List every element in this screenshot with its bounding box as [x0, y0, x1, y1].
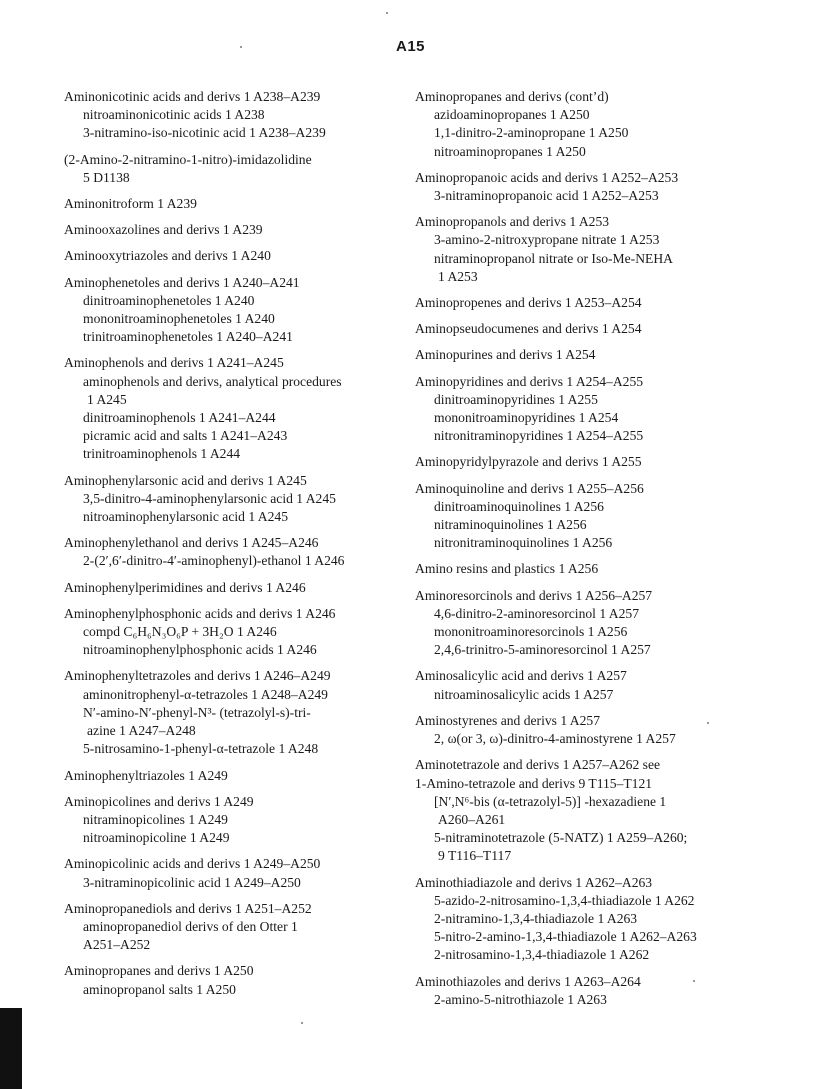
entry-heading: (2-Amino-2-nitramino-1-nitro)-imidazolidine	[64, 151, 312, 167]
entry-heading: Aminooxytriazoles and derivs 1 A240	[64, 248, 271, 264]
entry-subitem: A260–A261	[438, 811, 506, 827]
entry-heading: Aminopropanols and derivs 1 A253	[415, 214, 610, 230]
entry-heading: Aminopropanes and derivs (cont’d)	[415, 89, 609, 104]
entry-subitem: nitraminopropanol nitrate or Iso-Me-NEHA	[434, 250, 673, 266]
entry-heading: Aminophenyltriazoles 1 A249	[64, 767, 228, 783]
entry-subitem: [N′,N⁶-bis (α-tetrazolyl-5)] -hexazadiene 1	[434, 793, 667, 809]
index-entry	[64, 88, 439, 143]
entry-subitem: compd C₆H₆N₃O₆P + 3H₂O 1 A246	[83, 624, 277, 640]
index-entry	[415, 480, 805, 553]
index-entry	[415, 667, 805, 703]
entry-heading: Amino resins and plastics 1 A256	[415, 561, 599, 577]
entry-heading: Aminoresorcinols and derivs 1 A256–A257	[415, 587, 653, 603]
entry-subitem: nitronitraminopyridines 1 A254–A255	[434, 428, 644, 444]
entry-heading: Aminophenetoles and derivs 1 A240–A241	[64, 274, 300, 290]
entry-subitem: azidoaminopropanes 1 A250	[434, 107, 590, 123]
index-entry	[415, 756, 805, 865]
entry-subitem: 5-nitrosamino-1-phenyl-α-tetrazole 1 A248	[83, 741, 319, 757]
index-entry	[64, 151, 439, 187]
index-entry	[64, 855, 439, 891]
entry-subitem: trinitroaminophenols 1 A244	[83, 446, 241, 462]
entry-subitem: mononitroaminoresorcinols 1 A256	[434, 624, 628, 640]
entry-subitem: nitroaminopropanes 1 A250	[434, 143, 586, 159]
entry-heading: Aminothiazoles and derivs 1 A263–A264	[415, 973, 641, 989]
index-entry	[415, 712, 805, 748]
entry-subitem: 9 T116–T117	[438, 848, 512, 864]
entry-heading: 1-Amino-tetrazole and derivs 9 T115–T121	[415, 775, 653, 791]
entry-subitem: aminophenols and derivs, analytical procedures	[83, 373, 342, 389]
scan-speck	[693, 980, 695, 982]
entry-subitem: nitronitraminoquinolines 1 A256	[434, 535, 613, 551]
index-entry	[64, 767, 439, 785]
entry-subitem: 2,4,6-trinitro-5-aminoresorcinol 1 A257	[434, 642, 651, 658]
index-entry	[64, 793, 439, 848]
index-column-right	[415, 88, 805, 1017]
index-entry	[64, 274, 439, 347]
index-entry	[64, 534, 439, 570]
entry-heading: Aminopropenes and derivs 1 A253–A254	[415, 295, 642, 311]
entry-subitem: nitroaminonicotinic acids 1 A238	[83, 107, 265, 123]
entry-subitem: nitraminoquinolines 1 A256	[434, 517, 587, 533]
index-column-left	[64, 88, 439, 1007]
scan-speck	[240, 46, 242, 48]
entry-subitem: 3-nitraminopropanoic acid 1 A252–A253	[434, 188, 659, 204]
entry-subitem: 1 A253	[438, 268, 478, 284]
entry-subitem: dinitroaminoquinolines 1 A256	[434, 498, 604, 514]
entry-subitem: 2-(2′,6′-dinitro-4′-aminophenyl)-ethanol 1 A246	[83, 553, 345, 569]
entry-subitem: trinitroaminophenetoles 1 A240–A241	[83, 329, 293, 345]
entry-subitem: aminonitrophenyl-α-tetrazoles 1 A248–A249	[83, 686, 328, 702]
index-entry	[415, 874, 805, 965]
entry-subitem: 2-nitramino-1,3,4-thiadiazole 1 A263	[434, 910, 638, 926]
entry-subitem: dinitroaminopyridines 1 A255	[434, 391, 598, 407]
index-entry	[415, 346, 805, 364]
entry-subitem: picramic acid and salts 1 A241–A243	[83, 428, 288, 444]
entry-subitem: 2-amino-5-nitrothiazole 1 A263	[434, 991, 607, 1007]
entry-subitem: dinitroaminophenetoles 1 A240	[83, 292, 255, 308]
entry-subitem: 5 D1138	[83, 169, 130, 185]
entry-subitem: 1,1-dinitro-2-aminopropane 1 A250	[434, 125, 629, 141]
index-entry	[64, 579, 439, 597]
scan-speck	[386, 12, 388, 14]
entry-heading: Aminosalicylic acid and derivs 1 A257	[415, 668, 627, 684]
entry-heading: Aminophenylethanol and derivs 1 A245–A246	[64, 535, 319, 551]
page-header: A15	[395, 38, 426, 55]
index-entry	[415, 294, 805, 312]
index-entry	[415, 373, 805, 446]
entry-subitem: A251–A252	[83, 937, 151, 953]
entry-subitem: aminopropanediol derivs of den Otter 1	[83, 918, 298, 934]
entry-subitem: dinitroaminophenols 1 A241–A244	[83, 410, 276, 426]
entry-heading: Aminophenylarsonic acid and derivs 1 A245	[64, 472, 307, 488]
entry-heading: Aminonicotinic acids and derivs 1 A238–A239	[64, 89, 321, 104]
entry-heading: Aminophenols and derivs 1 A241–A245	[64, 355, 284, 371]
index-entry	[415, 560, 805, 578]
entry-subitem: aminopropanol salts 1 A250	[83, 981, 236, 997]
entry-heading: Aminopropanoic acids and derivs 1 A252–A253	[415, 169, 679, 185]
entry-subitem: 3,5-dinitro-4-aminophenylarsonic acid 1 A245	[83, 490, 336, 506]
entry-heading: Aminophenyltetrazoles and derivs 1 A246–A249	[64, 668, 331, 684]
scan-speck	[707, 722, 709, 724]
entry-subitem: 3-nitraminopicolinic acid 1 A249–A250	[83, 874, 301, 890]
entry-heading: Aminostyrenes and derivs 1 A257	[415, 712, 601, 728]
entry-subitem: mononitroaminopyridines 1 A254	[434, 410, 619, 426]
entry-heading: Aminothiadiazole and derivs 1 A262–A263	[415, 874, 653, 890]
scan-speck	[301, 1022, 303, 1024]
entry-heading: Aminopyridines and derivs 1 A254–A255	[415, 373, 644, 389]
index-entry	[64, 605, 439, 660]
entry-subitem: 5-nitraminotetrazole (5-NATZ) 1 A259–A260;	[434, 830, 688, 846]
binding-edge	[0, 1008, 22, 1089]
entry-heading: Aminonitroform 1 A239	[64, 196, 197, 212]
entry-subitem: 3-nitramino-iso-nicotinic acid 1 A238–A239	[83, 125, 326, 141]
index-entry	[415, 88, 805, 161]
index-entry	[415, 320, 805, 338]
entry-subitem: N′-amino-N′-phenyl-N³- (tetrazolyl-s)-tri-	[83, 704, 311, 720]
entry-heading: Aminopicolinic acids and derivs 1 A249–A250	[64, 856, 321, 872]
index-entry	[415, 213, 805, 286]
index-entry	[415, 169, 805, 205]
index-entry	[415, 453, 805, 471]
entry-subitem: nitraminopicolines 1 A249	[83, 811, 228, 827]
index-entry	[64, 247, 439, 265]
entry-subitem: 2, ω(or 3, ω)-dinitro-4-aminostyrene 1 A257	[434, 731, 676, 747]
entry-heading: Aminopurines and derivs 1 A254	[415, 347, 596, 363]
entry-subitem: 5-nitro-2-amino-1,3,4-thiadiazole 1 A262–A263	[434, 929, 697, 945]
index-entry	[415, 587, 805, 660]
entry-heading: Aminopicolines and derivs 1 A249	[64, 793, 254, 809]
entry-heading: Aminopropanes and derivs 1 A250	[64, 963, 254, 979]
index-entry	[64, 667, 439, 758]
index-entry	[64, 900, 439, 955]
entry-heading: Aminophenylphosphonic acids and derivs 1 A246	[64, 605, 336, 621]
index-entry	[415, 973, 805, 1009]
entry-subitem: 5-azido-2-nitrosamino-1,3,4-thiadiazole 1 A262	[434, 892, 695, 908]
entry-subitem: 3-amino-2-nitroxypropane nitrate 1 A253	[434, 232, 660, 248]
entry-subitem: nitroaminosalicylic acids 1 A257	[434, 686, 614, 702]
index-entry	[64, 472, 439, 527]
entry-subitem: 4,6-dinitro-2-aminoresorcinol 1 A257	[434, 605, 640, 621]
entry-heading: Aminophenylperimidines and derivs 1 A246	[64, 579, 306, 595]
entry-subitem: nitroaminophenylphosphonic acids 1 A246	[83, 642, 317, 658]
entry-heading: Aminopropanediols and derivs 1 A251–A252	[64, 900, 312, 916]
entry-subitem: nitroaminopicoline 1 A249	[83, 830, 230, 846]
entry-subitem: 1 A245	[87, 391, 127, 407]
entry-heading: Aminotetrazole and derivs 1 A257–A262 see	[415, 757, 661, 773]
entry-heading: Aminopyridylpyrazole and derivs 1 A255	[415, 454, 642, 470]
index-entry	[64, 221, 439, 239]
entry-heading: Aminooxazolines and derivs 1 A239	[64, 222, 263, 238]
entry-subitem: nitroaminophenylarsonic acid 1 A245	[83, 509, 288, 525]
entry-subitem: mononitroaminophenetoles 1 A240	[83, 311, 275, 327]
entry-heading: Aminopseudocumenes and derivs 1 A254	[415, 321, 642, 337]
entry-heading: Aminoquinoline and derivs 1 A255–A256	[415, 480, 644, 496]
index-entry	[64, 354, 439, 463]
entry-subitem: 2-nitrosamino-1,3,4-thiadiazole 1 A262	[434, 947, 650, 963]
entry-subitem: azine 1 A247–A248	[87, 723, 196, 739]
index-entry	[64, 195, 439, 213]
index-entry	[64, 962, 439, 998]
